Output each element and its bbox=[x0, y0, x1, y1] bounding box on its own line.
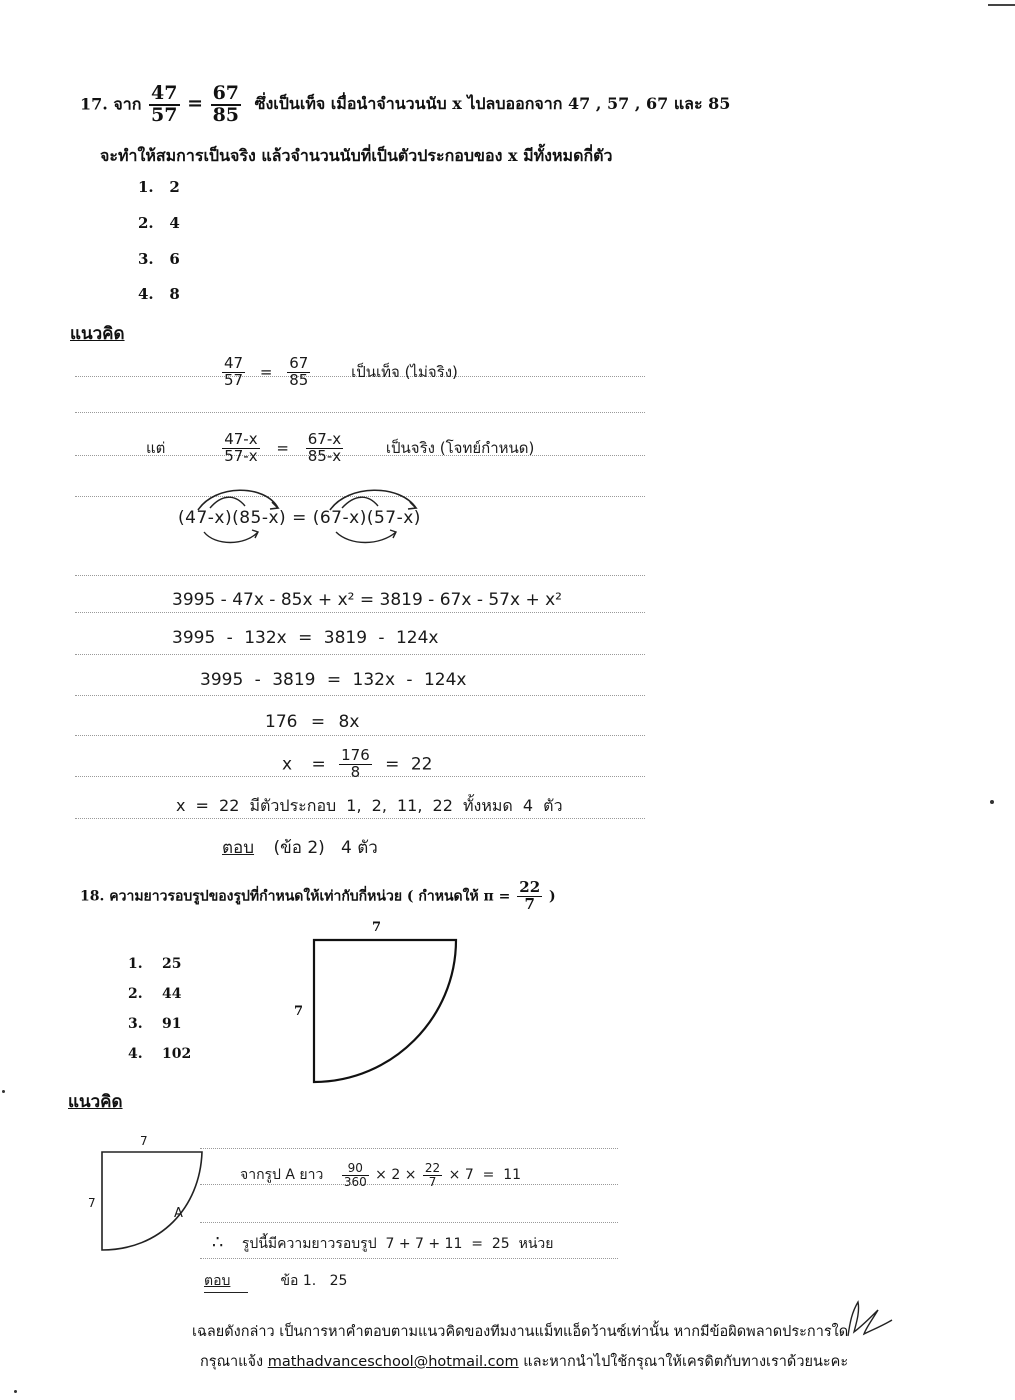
ruled-line bbox=[75, 654, 645, 655]
question-lead: จาก bbox=[113, 94, 142, 114]
footer-line-1: เฉลยดังกล่าว เป็นการหาคำตอบตามแนวคิดของทีมงานแม็ทแอ็ดว้านซ์เท่านั้น หากมีข้อผิดพลาดประการใด bbox=[192, 1324, 849, 1340]
question-17: 17. จาก $\frac{47}{57}$ = $\frac{67}{85}$ ซึ่งเป็นเท็จ เมื่อนำจำนวนนับ x ไปลบออกจาก 47 , 57 , 67 และ 85 bbox=[80, 82, 731, 126]
step-arc-length: จากรูป A ยาว $\frac{90}{360}$ × 2 × $\frac{22}{7}$ × 7 = 11 bbox=[240, 1161, 522, 1189]
question-17-text-line1: ซึ่งเป็นเท็จ เมื่อนำจำนวนนับ x ไปลบออกจาก 47 , 57 , 67 และ 85 bbox=[254, 94, 731, 114]
solution-figure-arc-label: A bbox=[174, 1206, 183, 1221]
fraction-67-85: $\frac{67}{85}$ bbox=[212, 82, 240, 126]
choice-2: 2. 4 bbox=[138, 214, 180, 232]
figure-top-label: 7 bbox=[372, 920, 382, 935]
solution-heading-18: แนวคิด bbox=[68, 1092, 123, 1112]
fraction-47-57: $\frac{47}{57}$ bbox=[151, 82, 178, 126]
choice-4: 4. 8 bbox=[138, 285, 180, 303]
step-perimeter: ∴ รูปนี้มีความยาวรอบรูป 7 + 7 + 11 = 25 หน่วย bbox=[212, 1232, 554, 1253]
step-simplify: 3995 - 132x = 3819 - 124x bbox=[172, 628, 439, 648]
answer-label: ตอบ bbox=[222, 838, 255, 858]
scan-edge-mark bbox=[988, 4, 1015, 6]
step-factors: x = 22 มีตัวประกอบ 1, 2, 11, 22 ทั้งหมด 4 ตัว bbox=[176, 796, 563, 815]
answer-value: (ข้อ 2) 4 ตัว bbox=[273, 838, 378, 858]
therefore-symbol: ∴ bbox=[212, 1232, 224, 1253]
ruled-line bbox=[200, 1258, 618, 1259]
answer-value: ข้อ 1. 25 bbox=[280, 1273, 348, 1289]
choice-1: 1. 2 bbox=[138, 178, 180, 196]
solution-figure-top-label: 7 bbox=[140, 1134, 148, 1148]
choice-1: 1. 25 bbox=[128, 956, 182, 972]
choice-3: 3. 6 bbox=[138, 250, 180, 268]
contact-email-link[interactable]: mathadvanceschool@hotmail.com bbox=[267, 1354, 519, 1370]
step-true-equation: แต่ $\frac{47-x}{57-x}$ = $\frac{67-x}{85-x}$ เป็นจริง (โจทย์กำหนด) bbox=[146, 430, 535, 465]
solution-heading-17: แนวคิด bbox=[70, 324, 125, 344]
step-expand: 3995 - 47x - 85x + x² = 3819 - 67x - 57x + x² bbox=[172, 590, 562, 610]
ruled-line bbox=[75, 695, 645, 696]
scan-dot bbox=[990, 800, 994, 804]
ruled-line bbox=[75, 575, 645, 576]
pi-fraction: $\frac{22}{7}$ bbox=[519, 878, 541, 913]
quarter-circle-figure bbox=[312, 938, 458, 1084]
choice-2: 2. 44 bbox=[128, 986, 182, 1002]
solution-figure-left-label: 7 bbox=[88, 1196, 96, 1210]
answer-18 bbox=[204, 1270, 347, 1293]
solution-quarter-circle-figure bbox=[100, 1150, 204, 1252]
question-number: 17. bbox=[80, 94, 108, 114]
step-rearrange: 3995 - 3819 = 132x - 124x bbox=[200, 670, 467, 690]
choice-4: 4. 102 bbox=[128, 1046, 192, 1062]
scan-dot bbox=[2, 1090, 5, 1093]
figure-left-label: 7 bbox=[294, 1004, 304, 1019]
signature bbox=[842, 1292, 894, 1344]
footer-line-2: กรุณาแจ้ง mathadvanceschool@hotmail.com และหากนำไปใช้กรุณาให้เครดิตกับทางเราด้วยนะคะ bbox=[200, 1354, 849, 1370]
question-18-text: ความยาวรอบรูปของรูปที่กำหนดให้เท่ากับกี่หน่วย ( กำหนดให้ π = bbox=[109, 888, 511, 905]
ruled-line bbox=[200, 1222, 618, 1223]
step-solve-x: x = $\frac{176}{8}$ = 22 bbox=[282, 746, 433, 781]
question-number: 18. bbox=[80, 888, 105, 905]
answer-label: ตอบ bbox=[204, 1270, 248, 1293]
answer-17 bbox=[222, 834, 378, 861]
choice-3: 3. 91 bbox=[128, 1016, 182, 1032]
step-false-equation: $\frac{47}{57}$ = $\frac{67}{85}$ เป็นเท็จ (ไม่จริง) bbox=[224, 354, 458, 389]
ruled-line bbox=[75, 612, 645, 613]
ruled-line bbox=[75, 735, 645, 736]
step-176-equals-8x: 176 = 8x bbox=[265, 712, 360, 732]
scan-dot bbox=[14, 1390, 17, 1393]
ruled-line bbox=[75, 412, 645, 413]
question-17-text-line2: จะทำให้สมการเป็นจริง แล้วจำนวนนับที่เป็นตัวประกอบของ x มีทั้งหมดกี่ตัว bbox=[100, 146, 613, 165]
ruled-line bbox=[200, 1148, 618, 1149]
question-18: 18. ความยาวรอบรูปของรูปที่กำหนดให้เท่ากับกี่หน่วย ( กำหนดให้ π = $\frac{22}{7}$ ) bbox=[80, 878, 556, 913]
step-cross-multiply: (47-x)(85-x) = (67-x)(57-x) bbox=[178, 508, 421, 528]
